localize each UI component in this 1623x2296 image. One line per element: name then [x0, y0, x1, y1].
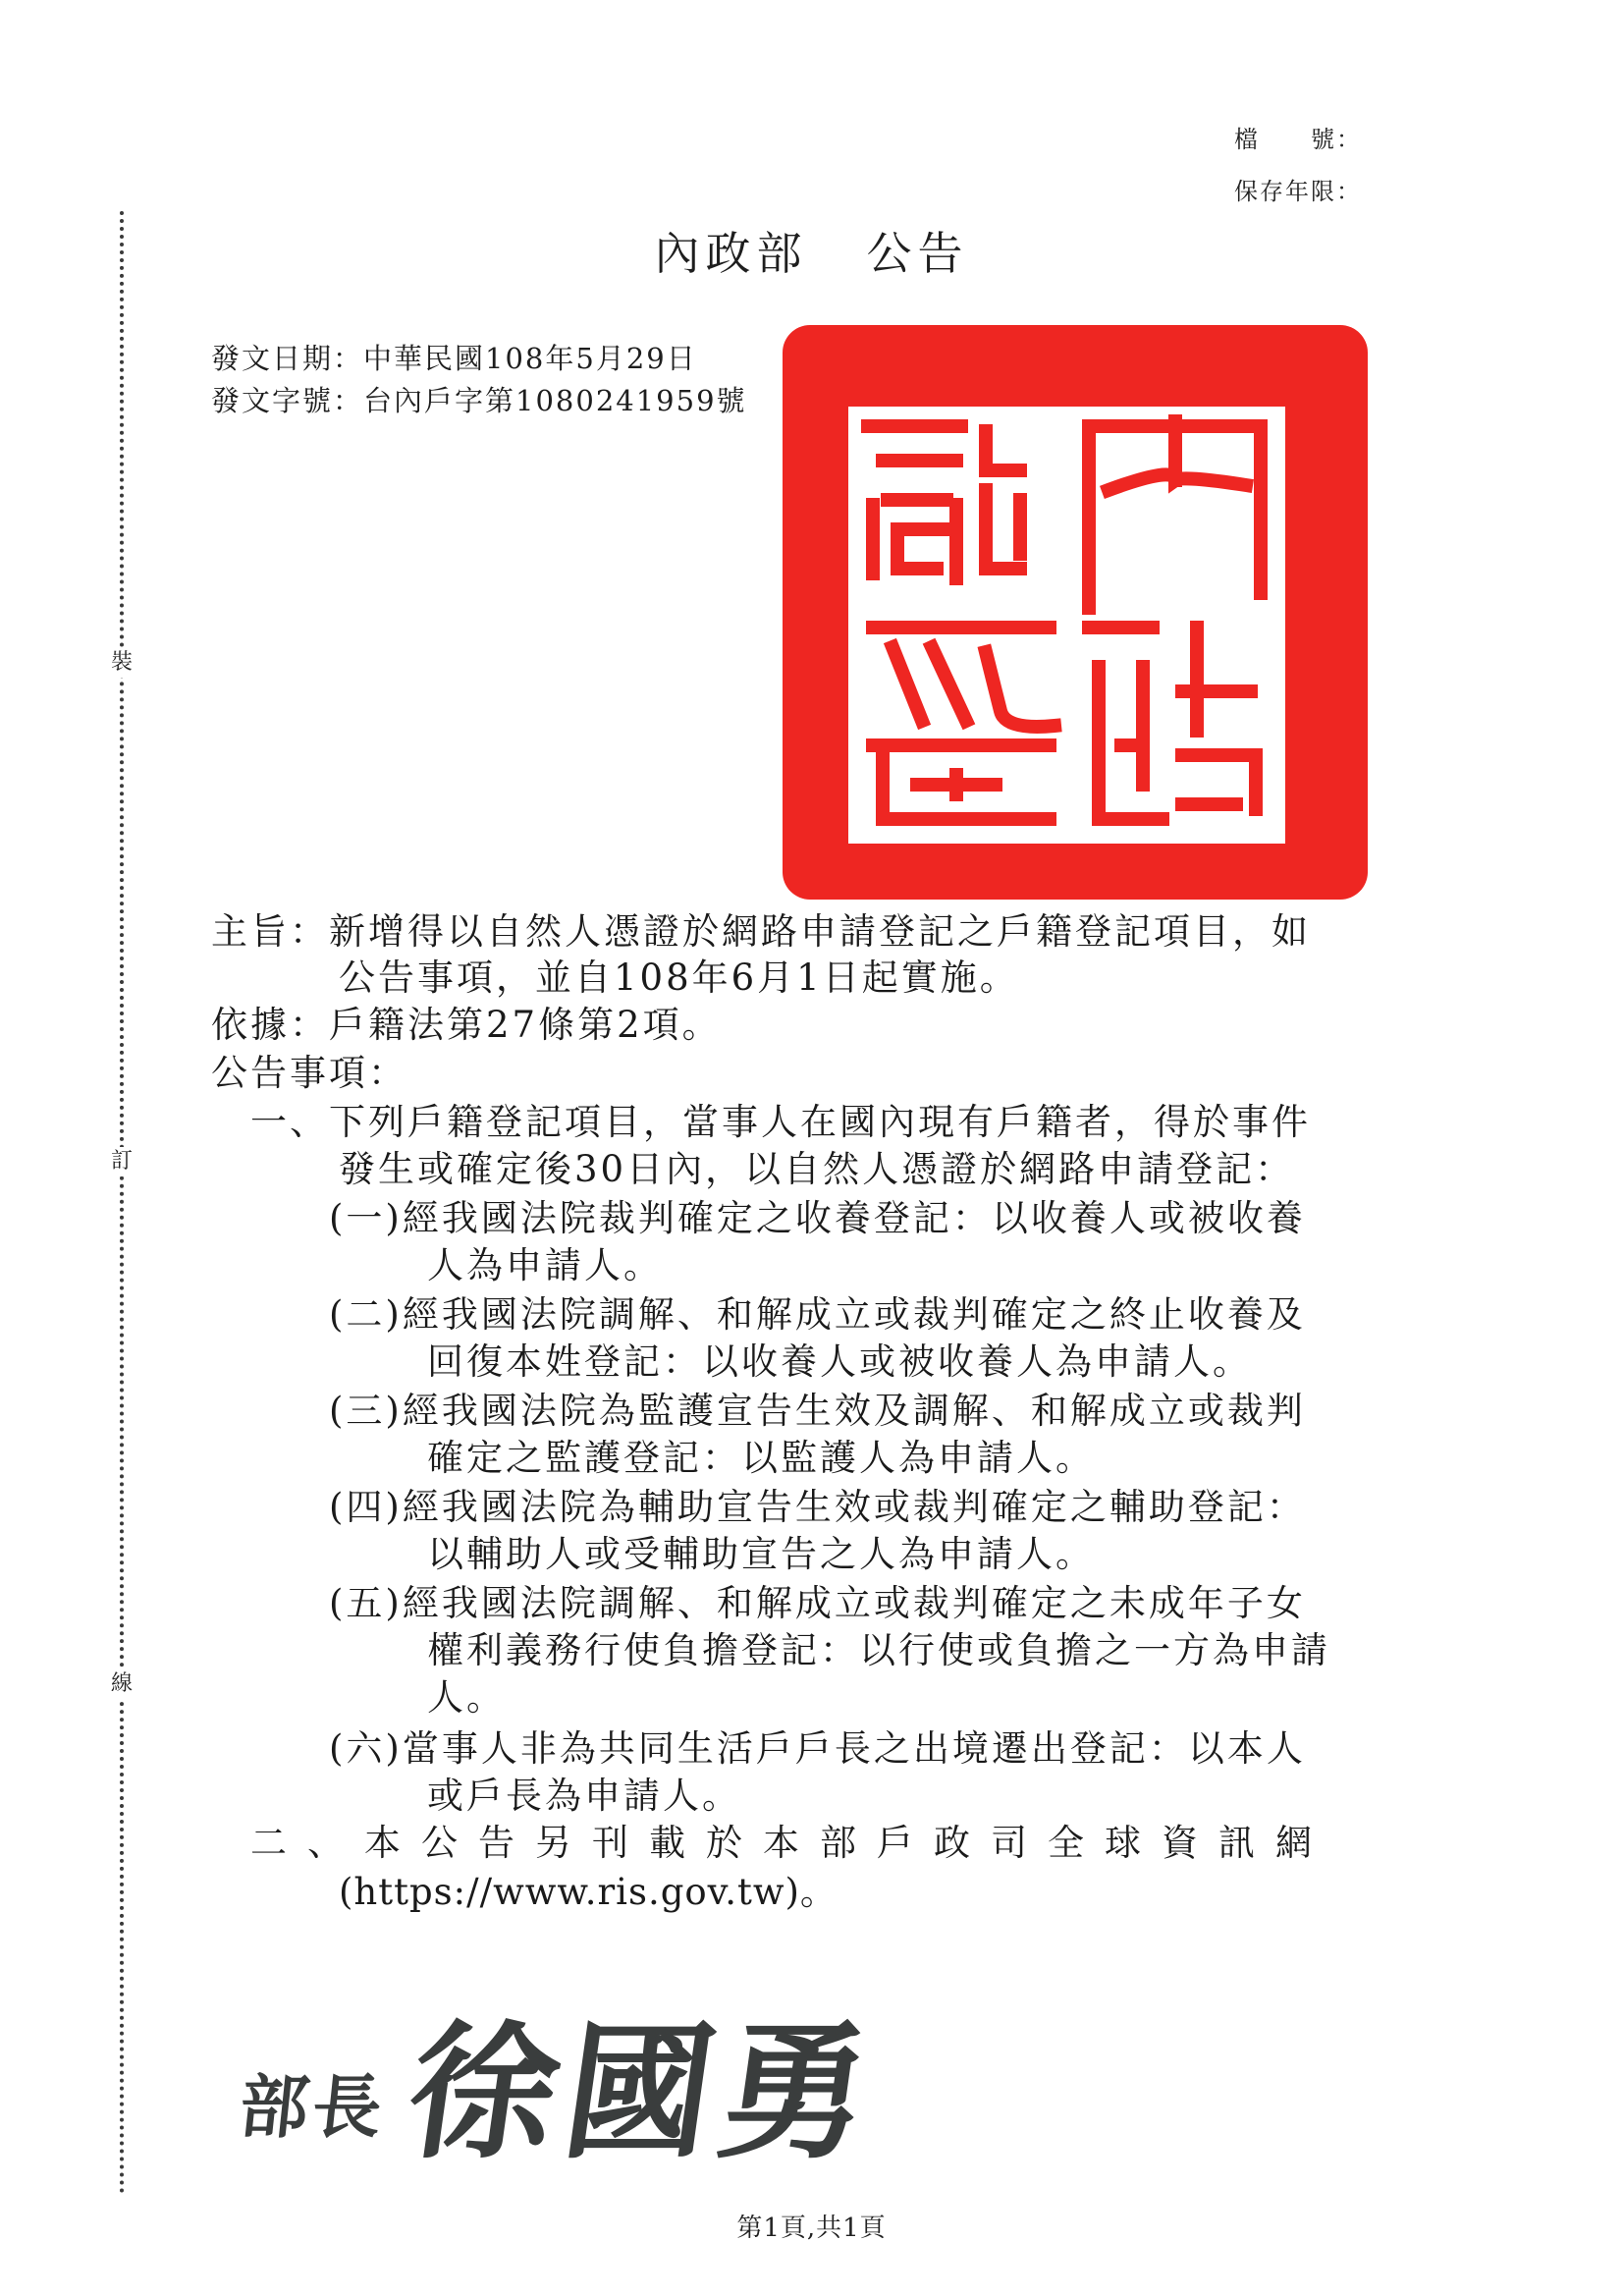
file-number-label: 檔 號： [1234, 126, 1362, 153]
basis-text: 戶籍法第27條第2項。 [329, 1004, 722, 1046]
subitem-1-marker: (一) [329, 1197, 403, 1239]
doc-type: 公告 [866, 227, 969, 280]
subitem-4-line-2: 以輔助人或受輔助宣告之人為申請人。 [427, 1533, 1095, 1575]
page-title [0, 218, 1623, 283]
binding-label-zhuang: 裝 [107, 648, 136, 678]
binding-label-ding: 訂 [107, 1147, 136, 1176]
binding-dotted-line [120, 211, 124, 2195]
subitem-6-marker: (六) [329, 1727, 403, 1770]
item-1-text-1: 下列戶籍登記項目，當事人在國內現有戶籍者，得於事件 [329, 1101, 1311, 1143]
item-1-line-2: 發生或確定後30日內，以自然人憑證於網路申請登記： [339, 1148, 1295, 1190]
seal-glyph-icon [848, 407, 1285, 844]
retention-label: 保存年限： [1234, 178, 1362, 205]
item-2-line-2: (https://www.ris.gov.tw)。 [339, 1871, 838, 1913]
official-seal [783, 325, 1368, 900]
issue-number [211, 379, 747, 419]
subitem-5-line-2: 權利義務行使負擔登記：以行使或負擔之一方為申請 [427, 1629, 1330, 1671]
subject-text-1: 新增得以自然人憑證於網路申請登記之戶籍登記項目，如 [329, 910, 1311, 953]
subitem-3-marker: (三) [329, 1390, 403, 1432]
seal-inner-field [848, 407, 1285, 844]
subitem-4-marker: (四) [329, 1486, 403, 1528]
item-2-line-1 [250, 1813, 1332, 1866]
subitem-3-line-2: 確定之監護登記：以監護人為申請人。 [427, 1437, 1095, 1479]
page-number: 第1頁,共1頁 [736, 2214, 887, 2243]
subitem-1-line-1 [329, 1188, 1306, 1241]
issue-date [211, 337, 697, 377]
subitem-1-line-2: 人為申請人。 [427, 1244, 663, 1286]
subitem-2-text-1: 經我國法院調解、和解成立或裁判確定之終止收養及 [402, 1293, 1306, 1336]
issue-date-value: 中華民國108年5月29日 [363, 342, 697, 375]
binding-label-xian: 線 [107, 1669, 136, 1699]
subitem-5-text-1: 經我國法院調解、和解成立或裁判確定之未成年子女 [402, 1582, 1306, 1624]
signature-title: 部長 [236, 2066, 390, 2148]
subitem-2-marker: (二) [329, 1293, 403, 1336]
subitem-2-line-1 [329, 1285, 1306, 1338]
subitem-3-line-1 [329, 1381, 1306, 1434]
item-2-marker: 二、 [250, 1822, 364, 1864]
signature-name: 徐國勇 [398, 2008, 889, 2179]
item-1-line-1 [250, 1092, 1311, 1145]
agency-name: 內政部 [654, 227, 808, 280]
subitem-3-text-1: 經我國法院為監護宣告生效及調解、和解成立或裁判 [402, 1390, 1306, 1432]
subitem-6-line-2: 或戶長為申請人。 [427, 1775, 741, 1817]
file-number [1234, 120, 1362, 154]
issue-date-label: 發文日期： [211, 342, 364, 375]
issue-number-value: 台內戶字第1080241959號 [363, 384, 747, 417]
basis-line [211, 995, 722, 1048]
subitem-2-line-2: 回復本姓登記：以收養人或被收養人為申請人。 [427, 1340, 1252, 1383]
subject-line-1 [211, 902, 1311, 955]
subject-label: 主旨： [211, 910, 329, 953]
basis-label: 依據： [211, 1004, 329, 1046]
subitem-1-text-1: 經我國法院裁判確定之收養登記：以收養人或被收養 [402, 1197, 1306, 1239]
subitem-6-line-1 [329, 1719, 1306, 1772]
issue-number-label: 發文字號： [211, 384, 364, 417]
item-2-text-1: 本公告另刊載於本部戶政司全球資訊網 [364, 1822, 1332, 1864]
subitem-6-text-1: 當事人非為共同生活戶戶長之出境遷出登記：以本人 [402, 1727, 1306, 1770]
subitem-4-line-1 [329, 1477, 1306, 1530]
subject-line-2: 公告事項，並自108年6月1日起實施。 [339, 957, 1019, 999]
subitem-5-line-3: 人。 [427, 1676, 506, 1719]
retention-period [1234, 172, 1362, 206]
subitem-5-marker: (五) [329, 1582, 403, 1624]
subitem-4-text-1: 經我國法院為輔助宣告生效或裁判確定之輔助登記： [402, 1486, 1306, 1528]
item-1-marker: 一、 [250, 1101, 329, 1143]
subitem-5-line-1 [329, 1573, 1306, 1626]
items-label: 公告事項： [211, 1052, 407, 1094]
